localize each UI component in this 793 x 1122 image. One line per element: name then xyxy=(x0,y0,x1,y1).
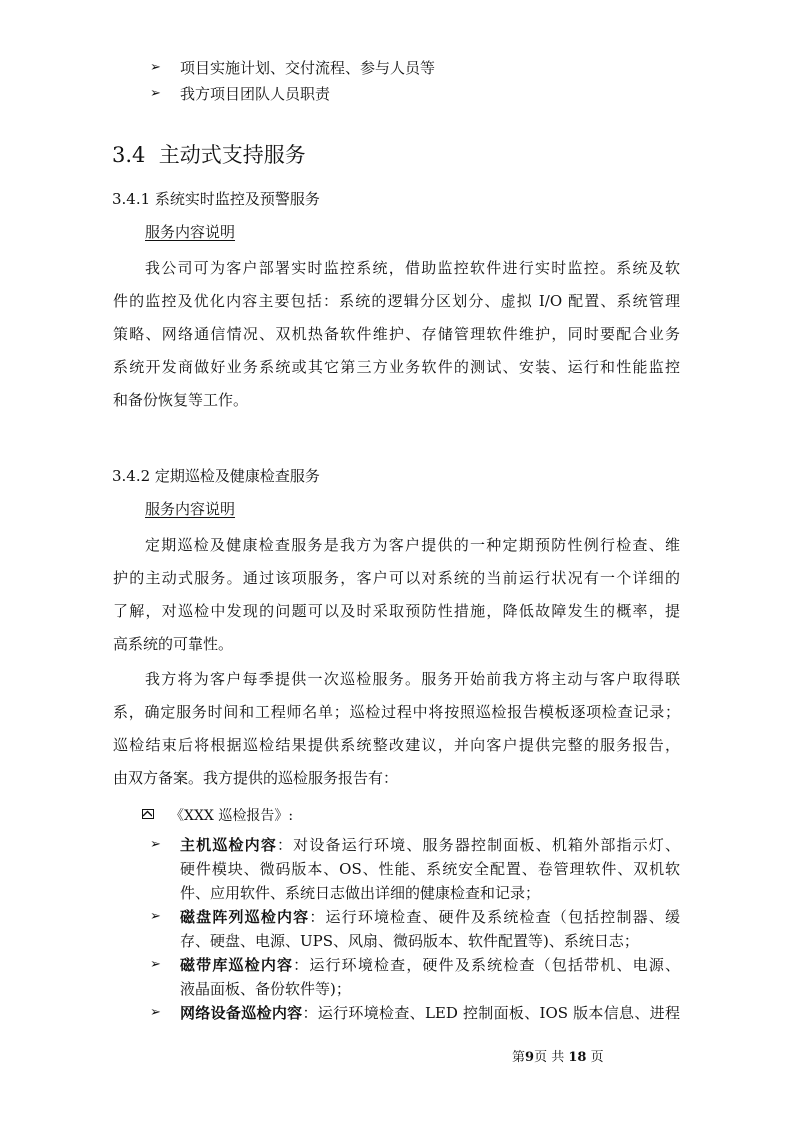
paragraph-line: 护的主动式服务。通过该项服务，客户可以对系统的当前运行状况有一个详细的 xyxy=(113,569,680,587)
report-item-line: 件、应用软件、系统日志做出详细的健康检查和记录； xyxy=(180,884,541,902)
checkbox-icon xyxy=(142,809,154,819)
arrow-bullet-icon: ➢ xyxy=(150,60,161,75)
report-item-line: 液晶面板、备份软件等)； xyxy=(180,980,351,998)
paragraph-line: 由双方备案。我方提供的巡检服务报告有： xyxy=(113,769,399,787)
report-title: 《XXX 巡检报告》: xyxy=(170,808,294,824)
arrow-bullet-icon: ➢ xyxy=(150,1005,161,1020)
paragraph-line: 件的监控及优化内容主要包括：系统的逻辑分区划分、虚拟 I/O 配置、系统管理 xyxy=(113,292,680,310)
paragraph-line: 策略、网络通信情况、双机热备软件维护、存储管理软件维护，同时要配合业务 xyxy=(113,325,680,343)
paragraph-line: 和备份恢复等工作。 xyxy=(113,391,249,409)
arrow-bullet-icon: ➢ xyxy=(150,909,161,924)
paragraph-line: 高系统的可靠性。 xyxy=(113,635,234,653)
subsection-subtitle: 服务内容说明 xyxy=(145,223,236,241)
arrow-bullet-icon: ➢ xyxy=(150,86,161,101)
page-footer: 第9页 共 18 页 xyxy=(512,1050,604,1065)
paragraph-line: 系统开发商做好业务系统或其它第三方业务软件的测试、安装、运行和性能监控 xyxy=(113,358,680,376)
report-item: 磁带库巡检内容：运行环境检查，硬件及系统检查（包括带机、电源、 xyxy=(180,956,680,974)
report-item-line: 存、硬盘、电源、UPS、风扇、微码版本、软件配置等)、系统日志； xyxy=(180,932,639,950)
arrow-bullet-icon: ➢ xyxy=(150,957,161,972)
paragraph-line: 我方将为客户每季提供一次巡检服务。服务开始前我方将主动与客户取得联 xyxy=(145,670,680,688)
paragraph-line: 巡检结束后将根据巡检结果提供系统整改建议，并向客户提供完整的服务报告， xyxy=(113,736,680,754)
report-item-line: 硬件模块、微码版本、OS、性能、系统安全配置、卷管理软件、双机软 xyxy=(180,860,680,878)
subsection-heading: 3.4.2 定期巡检及健康检查服务 xyxy=(112,467,320,485)
paragraph-line: 我公司可为客户部署实时监控系统，借助监控软件进行实时监控。系统及软 xyxy=(145,259,680,277)
report-item: 磁盘阵列巡检内容：运行环境检查、硬件及系统检查（包括控制器、缓 xyxy=(180,908,680,926)
paragraph-line: 定期巡检及健康检查服务是我方为客户提供的一种定期预防性例行检查、维 xyxy=(145,536,680,554)
paragraph-line: 系，确定服务时间和工程师名单；巡检过程中将按照巡检报告模板逐项检查记录； xyxy=(113,703,680,721)
bullet-item: 项目实施计划、交付流程、参与人员等 xyxy=(180,59,436,77)
report-item: 主机巡检内容：对设备运行环境、服务器控制面板、机箱外部指示灯、 xyxy=(180,836,680,854)
subsection-subtitle: 服务内容说明 xyxy=(145,500,236,518)
arrow-bullet-icon: ➢ xyxy=(150,837,161,852)
bullet-item: 我方项目团队人员职责 xyxy=(180,85,331,103)
subsection-heading: 3.4.1 系统实时监控及预警服务 xyxy=(112,190,320,208)
report-item: 网络设备巡检内容：运行环境检查、LED 控制面板、IOS 版本信息、进程 xyxy=(180,1004,680,1022)
paragraph-line: 了解，对巡检中发现的问题可以及时采取预防性措施，降低故障发生的概率，提 xyxy=(113,602,680,620)
section-heading: 3.4 主动式支持服务 xyxy=(112,143,306,167)
